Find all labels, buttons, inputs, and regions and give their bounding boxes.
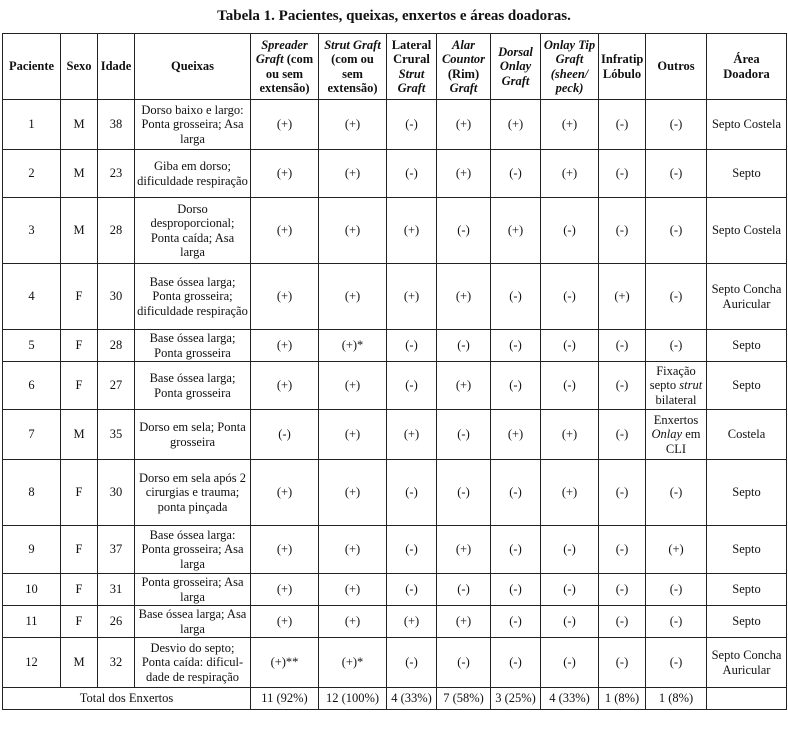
cell-infratip: (-) [599,330,646,362]
cell-area: Septo Costela [707,198,787,264]
totals-label: Total dos Enxertos [3,688,251,710]
cell-onlay: (+) [541,100,599,150]
cell-idade: 23 [98,150,135,198]
cell-alar: (+) [437,264,491,330]
cell-idade: 30 [98,264,135,330]
header-onlay-note: (sheen/ peck) [550,66,589,95]
cell-onlay: (-) [541,362,599,410]
cell-paciente: 5 [3,330,61,362]
header-idade: Idade [98,34,135,100]
cell-idade: 35 [98,410,135,460]
cell-sexo: M [61,100,98,150]
total-outros: 1 (8%) [646,688,707,710]
cell-sexo: F [61,330,98,362]
cell-strut: (+) [319,606,387,638]
patients-table [2,33,787,710]
cell-infratip: (+) [599,264,646,330]
cell-sexo: F [61,606,98,638]
cell-outros-part: em CLI [665,427,701,456]
header-infratip: Infratip Lóbulo [599,34,646,100]
table-row [3,150,787,198]
header-alar-title: Alar Countor [441,37,486,66]
cell-area: Septo [707,330,787,362]
cell-queixas: Dorso em sela após 2 cirurgias e trauma; ponta pinçada [135,460,251,526]
cell-alar: (-) [437,638,491,688]
cell-dorsal: (-) [491,460,541,526]
cell-queixas: Dorso desproporcional; Ponta caída; Asa larga [135,198,251,264]
cell-alar: (-) [437,330,491,362]
cell-infratip: (-) [599,574,646,606]
cell-spreader: (+)** [251,638,319,688]
header-lateral-note: Strut Graft [397,66,426,95]
cell-area: Septo [707,606,787,638]
cell-outros-part: (-) [669,223,683,238]
cell-outros-part: (-) [669,117,683,132]
cell-idade: 37 [98,526,135,574]
cell-sexo: M [61,638,98,688]
cell-dorsal: (+) [491,410,541,460]
cell-alar: (-) [437,574,491,606]
cell-spreader: (+) [251,526,319,574]
header-strut-title: Strut Graft [324,37,381,52]
cell-outros-part: (-) [669,582,683,597]
cell-outros-part: Onlay [651,427,683,442]
cell-outros [646,100,707,150]
cell-lateral: (-) [387,460,437,526]
cell-strut: (+) [319,150,387,198]
cell-idade: 27 [98,362,135,410]
cell-strut: (+)* [319,638,387,688]
cell-outros-part: (-) [669,614,683,629]
cell-infratip: (-) [599,606,646,638]
cell-onlay: (-) [541,198,599,264]
header-onlay-title: Onlay Tip Graft [543,37,596,66]
header-spreader-note: (com ou sem extensão) [259,52,314,95]
cell-paciente: 1 [3,100,61,150]
cell-queixas: Desvio do septo; Ponta caída: dificul- dade de respiração [135,638,251,688]
cell-strut: (+) [319,198,387,264]
cell-sexo: F [61,574,98,606]
total-area [707,688,787,710]
cell-paciente: 9 [3,526,61,574]
cell-onlay: (-) [541,526,599,574]
cell-spreader: (+) [251,574,319,606]
table-row [3,330,787,362]
cell-area: Septo Costela [707,100,787,150]
cell-sexo: M [61,410,98,460]
cell-idade: 31 [98,574,135,606]
cell-sexo: M [61,150,98,198]
cell-idade: 38 [98,100,135,150]
table-row [3,100,787,150]
cell-dorsal: (-) [491,574,541,606]
cell-onlay: (+) [541,410,599,460]
table-row [3,198,787,264]
cell-paciente: 8 [3,460,61,526]
cell-area: Costela [707,410,787,460]
cell-spreader: (+) [251,606,319,638]
header-area: Área Doadora [707,34,787,100]
totals-row [3,688,787,710]
cell-area: Septo [707,574,787,606]
cell-outros [646,574,707,606]
header-lateral-title: Lateral Crural [391,37,432,66]
cell-outros-part: strut [679,378,703,393]
header-alar-rim: (Rim) [447,66,480,81]
cell-lateral: (-) [387,330,437,362]
cell-area: Septo Concha Auricular [707,264,787,330]
cell-lateral: (-) [387,150,437,198]
cell-alar: (+) [437,100,491,150]
cell-area: Septo [707,150,787,198]
cell-spreader: (+) [251,460,319,526]
cell-spreader: (+) [251,150,319,198]
cell-onlay: (-) [541,330,599,362]
cell-queixas: Base óssea larga; Ponta grosseira [135,362,251,410]
cell-sexo: F [61,460,98,526]
table-row [3,460,787,526]
cell-paciente: 2 [3,150,61,198]
total-dorsal: 3 (25%) [491,688,541,710]
cell-infratip: (-) [599,362,646,410]
table-body [3,100,787,688]
table-row [3,638,787,688]
cell-paciente: 10 [3,574,61,606]
cell-idade: 28 [98,330,135,362]
cell-paciente: 4 [3,264,61,330]
cell-lateral: (-) [387,362,437,410]
cell-paciente: 11 [3,606,61,638]
header-queixas: Queixas [135,34,251,100]
table-row [3,526,787,574]
table-row [3,362,787,410]
cell-dorsal: (+) [491,198,541,264]
cell-dorsal: (-) [491,150,541,198]
cell-outros [646,198,707,264]
cell-lateral: (+) [387,198,437,264]
header-sexo: Sexo [61,34,98,100]
cell-lateral: (-) [387,574,437,606]
header-paciente: Paciente [3,34,61,100]
table-caption: Tabela 1. Pacientes, queixas, enxertos e áreas doadoras. [217,8,571,24]
cell-queixas: Base óssea larga; Ponta grosseira; dificuldade respiração [135,264,251,330]
cell-alar: (+) [437,526,491,574]
cell-spreader: (+) [251,330,319,362]
header-outros: Outros [646,34,707,100]
cell-queixas: Base óssea larga; Asa larga [135,606,251,638]
cell-strut: (+) [319,526,387,574]
cell-outros [646,330,707,362]
cell-outros-part: (-) [669,289,683,304]
cell-onlay: (-) [541,574,599,606]
cell-paciente: 12 [3,638,61,688]
cell-spreader: (-) [251,410,319,460]
cell-infratip: (-) [599,526,646,574]
cell-dorsal: (-) [491,330,541,362]
cell-dorsal: (+) [491,100,541,150]
cell-area: Septo [707,526,787,574]
cell-onlay: (-) [541,264,599,330]
total-alar: 7 (58%) [437,688,491,710]
cell-onlay: (+) [541,460,599,526]
cell-dorsal: (-) [491,264,541,330]
cell-queixas: Dorso baixo e largo: Ponta grosseira; Asa larga [135,100,251,150]
header-row [3,34,787,100]
table-row [3,410,787,460]
header-alar [437,34,491,100]
total-onlay: 4 (33%) [541,688,599,710]
cell-sexo: M [61,198,98,264]
total-strut: 12 (100%) [319,688,387,710]
cell-spreader: (+) [251,362,319,410]
cell-infratip: (-) [599,150,646,198]
cell-outros [646,460,707,526]
header-lateral [387,34,437,100]
cell-infratip: (-) [599,460,646,526]
cell-idade: 32 [98,638,135,688]
cell-paciente: 6 [3,362,61,410]
cell-outros-part: bilateral [655,392,697,407]
cell-lateral: (+) [387,410,437,460]
cell-outros [646,410,707,460]
header-strut-note: (com ou sem extensão) [327,52,378,95]
cell-onlay: (-) [541,606,599,638]
cell-outros [646,150,707,198]
cell-strut: (+) [319,264,387,330]
cell-strut: (+)* [319,330,387,362]
total-lateral: 4 (33%) [387,688,437,710]
cell-spreader: (+) [251,198,319,264]
cell-infratip: (-) [599,198,646,264]
cell-onlay: (+) [541,150,599,198]
table-row [3,606,787,638]
cell-idade: 28 [98,198,135,264]
cell-outros [646,362,707,410]
cell-dorsal: (-) [491,362,541,410]
header-alar-graft: Graft [449,81,478,95]
cell-outros-part: (+) [668,542,684,557]
cell-alar: (+) [437,606,491,638]
header-spreader [251,34,319,100]
total-infratip: 1 (8%) [599,688,646,710]
cell-queixas: Dorso em sela; Ponta grosseira [135,410,251,460]
cell-strut: (+) [319,362,387,410]
cell-area: Septo [707,362,787,410]
cell-lateral: (+) [387,264,437,330]
header-spreader-title: Spreader Graft [255,37,308,66]
cell-outros-part: (-) [669,166,683,181]
cell-lateral: (-) [387,526,437,574]
cell-outros-part: (-) [669,338,683,353]
table-row [3,574,787,606]
cell-infratip: (-) [599,100,646,150]
cell-dorsal: (-) [491,526,541,574]
table-row [3,264,787,330]
header-dorsal: Dorsal Onlay Graft [491,34,541,100]
cell-idade: 30 [98,460,135,526]
cell-paciente: 7 [3,410,61,460]
cell-onlay: (-) [541,638,599,688]
cell-idade: 26 [98,606,135,638]
cell-alar: (-) [437,410,491,460]
cell-outros [646,606,707,638]
cell-outros-part: (-) [669,485,683,500]
cell-outros [646,264,707,330]
cell-infratip: (-) [599,638,646,688]
cell-alar: (+) [437,362,491,410]
cell-lateral: (-) [387,638,437,688]
cell-sexo: F [61,526,98,574]
cell-outros-part: (-) [669,655,683,670]
cell-lateral: (+) [387,606,437,638]
cell-dorsal: (-) [491,638,541,688]
cell-sexo: F [61,264,98,330]
cell-alar: (-) [437,198,491,264]
cell-area: Septo Concha Auricular [707,638,787,688]
cell-queixas: Ponta grosseira; Asa larga [135,574,251,606]
cell-area: Septo [707,460,787,526]
header-strut [319,34,387,100]
total-spreader: 11 (92%) [251,688,319,710]
cell-strut: (+) [319,574,387,606]
cell-strut: (+) [319,100,387,150]
cell-outros [646,638,707,688]
cell-outros-part: Enxertos [653,412,699,427]
cell-queixas: Base óssea larga: Ponta grosseira; Asa larga [135,526,251,574]
cell-outros-part: Fixação septo [649,363,696,393]
cell-outros [646,526,707,574]
cell-strut: (+) [319,460,387,526]
cell-spreader: (+) [251,264,319,330]
cell-paciente: 3 [3,198,61,264]
cell-alar: (-) [437,460,491,526]
cell-queixas: Base óssea larga; Ponta grosseira [135,330,251,362]
cell-lateral: (-) [387,100,437,150]
cell-spreader: (+) [251,100,319,150]
cell-sexo: F [61,362,98,410]
cell-infratip: (-) [599,410,646,460]
cell-strut: (+) [319,410,387,460]
cell-dorsal: (-) [491,606,541,638]
cell-queixas: Giba em dorso; dificuldade respiração [135,150,251,198]
cell-alar: (+) [437,150,491,198]
header-onlay [541,34,599,100]
